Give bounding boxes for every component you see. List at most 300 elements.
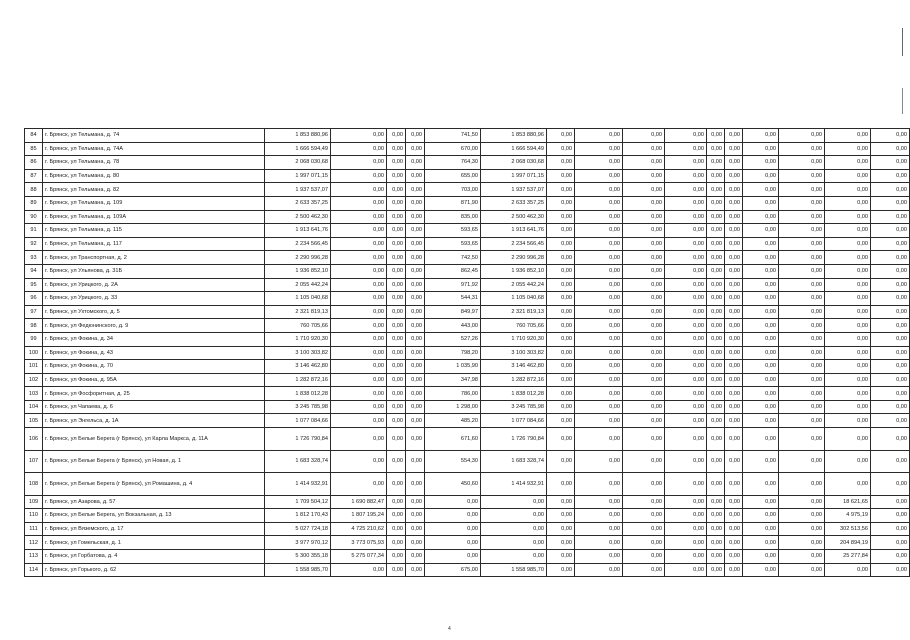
value-cell: 0,00 (707, 237, 725, 251)
value-cell: 0,00 (575, 251, 623, 265)
value-cell: 0,00 (547, 305, 575, 319)
value-cell: 0,00 (331, 319, 387, 333)
value-cell: 0,00 (575, 450, 623, 473)
value-cell: 0,00 (665, 251, 707, 265)
value-cell: 1 838 012,28 (265, 387, 331, 401)
value-cell: 0,00 (871, 224, 910, 238)
value-cell: 0,00 (387, 400, 406, 414)
value-cell: 0,00 (825, 196, 871, 210)
value-cell: 0,00 (331, 129, 387, 143)
value-cell: 0,00 (575, 305, 623, 319)
value-cell: 0,00 (779, 414, 825, 428)
table-row (25, 278, 910, 292)
value-cell: 2 321 819,13 (481, 305, 547, 319)
value-cell: 0,00 (331, 278, 387, 292)
value-cell: 1 936 852,10 (481, 264, 547, 278)
value-cell: 0,00 (547, 319, 575, 333)
value-cell: 1 414 932,91 (265, 473, 331, 496)
value-cell: 742,50 (425, 251, 481, 265)
value-cell: 0,00 (406, 373, 425, 387)
value-cell: 0,00 (743, 251, 779, 265)
value-cell: 0,00 (665, 509, 707, 523)
value-cell: 1 077 084,66 (481, 414, 547, 428)
value-cell: 347,98 (425, 373, 481, 387)
value-cell: 0,00 (779, 169, 825, 183)
value-cell: 0,00 (547, 129, 575, 143)
value-cell: 0,00 (743, 360, 779, 374)
value-cell: 0,00 (623, 251, 665, 265)
value-cell: 0,00 (779, 210, 825, 224)
value-cell: 0,00 (623, 210, 665, 224)
value-cell: 0,00 (725, 387, 743, 401)
value-cell: 0,00 (575, 264, 623, 278)
row-number-cell: 98 (25, 319, 43, 333)
value-cell: 0,00 (871, 292, 910, 306)
value-cell: 0,00 (547, 509, 575, 523)
value-cell: 0,00 (871, 196, 910, 210)
row-number-cell: 103 (25, 387, 43, 401)
value-cell: 0,00 (825, 156, 871, 170)
row-number-cell: 114 (25, 563, 43, 577)
value-cell: 1 726 790,84 (481, 428, 547, 451)
value-cell: 0,00 (387, 156, 406, 170)
value-cell: 0,00 (871, 142, 910, 156)
value-cell: 0,00 (825, 210, 871, 224)
value-cell: 0,00 (707, 373, 725, 387)
value-cell: 0,00 (743, 264, 779, 278)
value-cell: 0,00 (331, 346, 387, 360)
value-cell: 1 710 920,30 (481, 332, 547, 346)
row-number-cell: 105 (25, 414, 43, 428)
row-number-cell: 97 (25, 305, 43, 319)
value-cell: 0,00 (743, 563, 779, 577)
value-cell: 1 414 932,91 (481, 473, 547, 496)
value-cell: 0,00 (707, 495, 725, 509)
value-cell: 0,00 (387, 264, 406, 278)
row-number-cell: 92 (25, 237, 43, 251)
value-cell: 0,00 (779, 332, 825, 346)
value-cell: 1 997 071,15 (265, 169, 331, 183)
value-cell: 0,00 (623, 549, 665, 563)
address-cell: г. Брянск, ул Фокина, д. 70 (43, 360, 265, 374)
value-cell: 0,00 (707, 473, 725, 496)
value-cell: 1 812 170,43 (265, 509, 331, 523)
value-cell: 0,00 (575, 292, 623, 306)
row-number-cell: 107 (25, 450, 43, 473)
value-cell: 0,00 (743, 169, 779, 183)
value-cell: 0,00 (387, 495, 406, 509)
value-cell: 0,00 (575, 169, 623, 183)
table-row (25, 169, 910, 183)
table-row (25, 332, 910, 346)
value-cell: 0,00 (623, 237, 665, 251)
value-cell: 0,00 (725, 428, 743, 451)
value-cell: 0,00 (725, 264, 743, 278)
value-cell: 0,00 (707, 387, 725, 401)
value-cell: 0,00 (779, 196, 825, 210)
value-cell: 0,00 (406, 237, 425, 251)
value-cell: 0,00 (575, 414, 623, 428)
value-cell: 0,00 (871, 264, 910, 278)
value-cell: 0,00 (779, 387, 825, 401)
table-row (25, 292, 910, 306)
value-cell: 0,00 (743, 509, 779, 523)
value-cell: 0,00 (331, 387, 387, 401)
value-cell: 0,00 (665, 169, 707, 183)
value-cell: 0,00 (547, 495, 575, 509)
value-cell: 204 894,19 (825, 536, 871, 550)
value-cell: 0,00 (707, 360, 725, 374)
value-cell: 0,00 (779, 156, 825, 170)
value-cell: 1 913 641,76 (265, 224, 331, 238)
table-row (25, 129, 910, 143)
value-cell: 0,00 (425, 509, 481, 523)
value-cell: 0,00 (665, 400, 707, 414)
table-row (25, 509, 910, 523)
value-cell: 1 710 920,30 (265, 332, 331, 346)
address-cell: г. Брянск, ул Урицкого, д. 2А (43, 278, 265, 292)
value-cell: 0,00 (743, 428, 779, 451)
housing-repair-table (24, 128, 910, 577)
value-cell: 0,00 (779, 142, 825, 156)
value-cell: 0,00 (387, 414, 406, 428)
value-cell: 0,00 (725, 196, 743, 210)
value-cell: 2 055 442,24 (265, 278, 331, 292)
value-cell: 0,00 (425, 536, 481, 550)
table-row (25, 400, 910, 414)
value-cell: 0,00 (623, 400, 665, 414)
table-row (25, 549, 910, 563)
value-cell: 5 300 355,18 (265, 549, 331, 563)
value-cell: 0,00 (575, 346, 623, 360)
value-cell: 0,00 (575, 563, 623, 577)
table-row (25, 183, 910, 197)
value-cell: 0,00 (707, 278, 725, 292)
value-cell: 0,00 (743, 210, 779, 224)
value-cell: 0,00 (623, 414, 665, 428)
value-cell: 1 690 882,47 (331, 495, 387, 509)
value-cell: 0,00 (387, 509, 406, 523)
address-cell: г. Брянск, ул Белые Берега (г Брянск), ул Карла Маркса, д. 11А (43, 428, 265, 451)
value-cell: 0,00 (743, 450, 779, 473)
value-cell: 0,00 (871, 522, 910, 536)
value-cell: 0,00 (547, 549, 575, 563)
row-number-cell: 102 (25, 373, 43, 387)
value-cell: 0,00 (779, 549, 825, 563)
value-cell: 0,00 (387, 142, 406, 156)
value-cell: 0,00 (406, 549, 425, 563)
value-cell: 0,00 (406, 169, 425, 183)
value-cell: 0,00 (547, 522, 575, 536)
value-cell: 0,00 (406, 251, 425, 265)
row-number-cell: 91 (25, 224, 43, 238)
value-cell: 0,00 (725, 509, 743, 523)
value-cell: 0,00 (547, 387, 575, 401)
value-cell: 0,00 (406, 428, 425, 451)
address-cell: г. Брянск, ул Горбатова, д. 4 (43, 549, 265, 563)
value-cell: 0,00 (575, 360, 623, 374)
table-row (25, 536, 910, 550)
table-row (25, 495, 910, 509)
value-cell: 0,00 (743, 400, 779, 414)
value-cell: 0,00 (743, 346, 779, 360)
value-cell: 0,00 (871, 169, 910, 183)
value-cell: 0,00 (575, 428, 623, 451)
row-number-cell: 106 (25, 428, 43, 451)
value-cell: 0,00 (623, 264, 665, 278)
value-cell: 0,00 (406, 142, 425, 156)
value-cell: 0,00 (665, 450, 707, 473)
row-number-cell: 96 (25, 292, 43, 306)
value-cell: 0,00 (387, 129, 406, 143)
table-row (25, 251, 910, 265)
value-cell: 0,00 (331, 264, 387, 278)
value-cell: 0,00 (623, 292, 665, 306)
value-cell: 0,00 (665, 142, 707, 156)
value-cell: 3 100 303,82 (481, 346, 547, 360)
value-cell: 0,00 (387, 450, 406, 473)
table-row (25, 522, 910, 536)
value-cell: 2 290 996,28 (265, 251, 331, 265)
value-cell: 0,00 (825, 450, 871, 473)
value-cell: 0,00 (406, 360, 425, 374)
value-cell: 0,00 (707, 224, 725, 238)
address-cell: г. Брянск, ул Тельмана, д. 80 (43, 169, 265, 183)
value-cell: 0,00 (406, 210, 425, 224)
value-cell: 0,00 (665, 414, 707, 428)
value-cell: 0,00 (665, 428, 707, 451)
value-cell: 0,00 (425, 549, 481, 563)
value-cell: 1 807 195,24 (331, 509, 387, 523)
value-cell: 0,00 (825, 278, 871, 292)
value-cell: 0,00 (575, 495, 623, 509)
value-cell: 0,00 (779, 278, 825, 292)
address-cell: г. Брянск, ул Тельмана, д. 117 (43, 237, 265, 251)
value-cell: 0,00 (779, 224, 825, 238)
value-cell: 0,00 (623, 450, 665, 473)
value-cell: 0,00 (779, 428, 825, 451)
value-cell: 971,92 (425, 278, 481, 292)
value-cell: 0,00 (665, 536, 707, 550)
value-cell: 0,00 (387, 224, 406, 238)
value-cell: 0,00 (825, 319, 871, 333)
value-cell: 0,00 (743, 129, 779, 143)
value-cell: 4 725 210,62 (331, 522, 387, 536)
value-cell: 0,00 (481, 549, 547, 563)
value-cell: 0,00 (871, 473, 910, 496)
value-cell: 0,00 (779, 183, 825, 197)
value-cell: 0,00 (387, 169, 406, 183)
value-cell: 0,00 (725, 450, 743, 473)
value-cell: 0,00 (665, 522, 707, 536)
value-cell: 0,00 (547, 473, 575, 496)
value-cell: 0,00 (575, 210, 623, 224)
value-cell: 0,00 (387, 319, 406, 333)
value-cell: 1 709 504,12 (265, 495, 331, 509)
value-cell: 1 105 040,68 (265, 292, 331, 306)
value-cell: 0,00 (825, 563, 871, 577)
value-cell: 1 298,00 (425, 400, 481, 414)
value-cell: 0,00 (575, 129, 623, 143)
value-cell: 0,00 (743, 142, 779, 156)
value-cell: 0,00 (331, 292, 387, 306)
value-cell: 0,00 (547, 536, 575, 550)
value-cell: 0,00 (779, 509, 825, 523)
value-cell: 0,00 (575, 549, 623, 563)
value-cell: 0,00 (825, 305, 871, 319)
value-cell: 0,00 (871, 400, 910, 414)
value-cell: 0,00 (575, 142, 623, 156)
value-cell: 0,00 (725, 414, 743, 428)
address-cell: г. Брянск, ул Чапаева, д. 6 (43, 400, 265, 414)
address-cell: г. Брянск, ул Азарова, д. 57 (43, 495, 265, 509)
value-cell: 0,00 (743, 549, 779, 563)
value-cell: 0,00 (387, 373, 406, 387)
value-cell: 0,00 (725, 473, 743, 496)
value-cell: 0,00 (707, 142, 725, 156)
value-cell: 0,00 (547, 292, 575, 306)
value-cell: 0,00 (331, 210, 387, 224)
value-cell: 0,00 (871, 536, 910, 550)
value-cell: 0,00 (871, 428, 910, 451)
value-cell: 0,00 (665, 305, 707, 319)
value-cell: 0,00 (825, 142, 871, 156)
value-cell: 0,00 (707, 196, 725, 210)
value-cell: 0,00 (665, 332, 707, 346)
value-cell: 0,00 (707, 450, 725, 473)
value-cell: 0,00 (725, 129, 743, 143)
value-cell: 0,00 (481, 536, 547, 550)
value-cell: 1 936 852,10 (265, 264, 331, 278)
table-row (25, 428, 910, 451)
value-cell: 0,00 (331, 142, 387, 156)
value-cell: 2 633 357,25 (265, 196, 331, 210)
value-cell: 0,00 (481, 509, 547, 523)
value-cell: 0,00 (547, 264, 575, 278)
value-cell: 0,00 (825, 400, 871, 414)
table-row (25, 387, 910, 401)
value-cell: 0,00 (871, 183, 910, 197)
value-cell: 0,00 (825, 387, 871, 401)
value-cell: 0,00 (547, 237, 575, 251)
value-cell: 0,00 (665, 237, 707, 251)
value-cell: 0,00 (779, 305, 825, 319)
value-cell: 0,00 (575, 237, 623, 251)
value-cell: 798,20 (425, 346, 481, 360)
value-cell: 0,00 (779, 251, 825, 265)
value-cell: 3 245 785,98 (265, 400, 331, 414)
value-cell: 671,60 (425, 428, 481, 451)
address-cell: г. Брянск, ул Тельмана, д. 115 (43, 224, 265, 238)
value-cell: 0,00 (575, 387, 623, 401)
value-cell: 0,00 (825, 346, 871, 360)
value-cell: 2 068 030,68 (265, 156, 331, 170)
scan-edge-mark (902, 28, 903, 56)
value-cell: 0,00 (871, 319, 910, 333)
value-cell: 0,00 (406, 473, 425, 496)
value-cell: 3 245 785,98 (481, 400, 547, 414)
value-cell: 0,00 (707, 129, 725, 143)
value-cell: 0,00 (871, 373, 910, 387)
value-cell: 0,00 (575, 332, 623, 346)
value-cell: 0,00 (623, 319, 665, 333)
value-cell: 0,00 (725, 156, 743, 170)
value-cell: 0,00 (406, 536, 425, 550)
value-cell: 0,00 (481, 522, 547, 536)
value-cell: 0,00 (387, 549, 406, 563)
value-cell: 3 977 970,12 (265, 536, 331, 550)
value-cell: 485,20 (425, 414, 481, 428)
value-cell: 0,00 (779, 536, 825, 550)
value-cell: 0,00 (779, 400, 825, 414)
value-cell: 0,00 (387, 278, 406, 292)
value-cell: 0,00 (623, 428, 665, 451)
value-cell: 0,00 (707, 414, 725, 428)
row-number-cell: 86 (25, 156, 43, 170)
value-cell: 0,00 (387, 305, 406, 319)
value-cell: 0,00 (779, 129, 825, 143)
value-cell: 0,00 (387, 387, 406, 401)
value-cell: 0,00 (871, 129, 910, 143)
address-cell: г. Брянск, ул Фокина, д. 43 (43, 346, 265, 360)
value-cell: 0,00 (623, 142, 665, 156)
value-cell: 0,00 (406, 224, 425, 238)
value-cell: 862,45 (425, 264, 481, 278)
value-cell: 593,65 (425, 224, 481, 238)
table-row (25, 346, 910, 360)
value-cell: 0,00 (406, 509, 425, 523)
value-cell: 0,00 (725, 305, 743, 319)
value-cell: 0,00 (406, 346, 425, 360)
value-cell: 0,00 (779, 319, 825, 333)
value-cell: 0,00 (871, 251, 910, 265)
address-cell: г. Брянск, ул Фокина, д. 95А (43, 373, 265, 387)
row-number-cell: 88 (25, 183, 43, 197)
value-cell: 0,00 (825, 473, 871, 496)
value-cell: 0,00 (871, 495, 910, 509)
value-cell: 0,00 (623, 346, 665, 360)
value-cell: 0,00 (743, 332, 779, 346)
value-cell: 0,00 (725, 360, 743, 374)
value-cell: 0,00 (406, 183, 425, 197)
table-row (25, 373, 910, 387)
address-cell: г. Брянск, ул Тельмана, д. 82 (43, 183, 265, 197)
value-cell: 0,00 (825, 237, 871, 251)
value-cell: 0,00 (331, 450, 387, 473)
value-cell: 0,00 (725, 522, 743, 536)
value-cell: 2 500 462,30 (481, 210, 547, 224)
value-cell: 0,00 (825, 373, 871, 387)
value-cell: 0,00 (665, 563, 707, 577)
value-cell: 0,00 (779, 522, 825, 536)
value-cell: 0,00 (575, 156, 623, 170)
value-cell: 0,00 (331, 224, 387, 238)
value-cell: 871,90 (425, 196, 481, 210)
value-cell: 741,50 (425, 129, 481, 143)
value-cell: 2 633 357,25 (481, 196, 547, 210)
address-cell: г. Брянск, ул Тельмана, д. 74А (43, 142, 265, 156)
value-cell: 302 513,56 (825, 522, 871, 536)
value-cell: 0,00 (406, 400, 425, 414)
value-cell: 0,00 (743, 319, 779, 333)
value-cell: 0,00 (575, 196, 623, 210)
value-cell: 1 913 641,76 (481, 224, 547, 238)
address-cell: г. Брянск, ул Белые Берега (г Брянск), ул Ромашина, д. 4 (43, 473, 265, 496)
value-cell: 786,00 (425, 387, 481, 401)
row-number-cell: 84 (25, 129, 43, 143)
value-cell: 0,00 (725, 251, 743, 265)
value-cell: 0,00 (707, 536, 725, 550)
